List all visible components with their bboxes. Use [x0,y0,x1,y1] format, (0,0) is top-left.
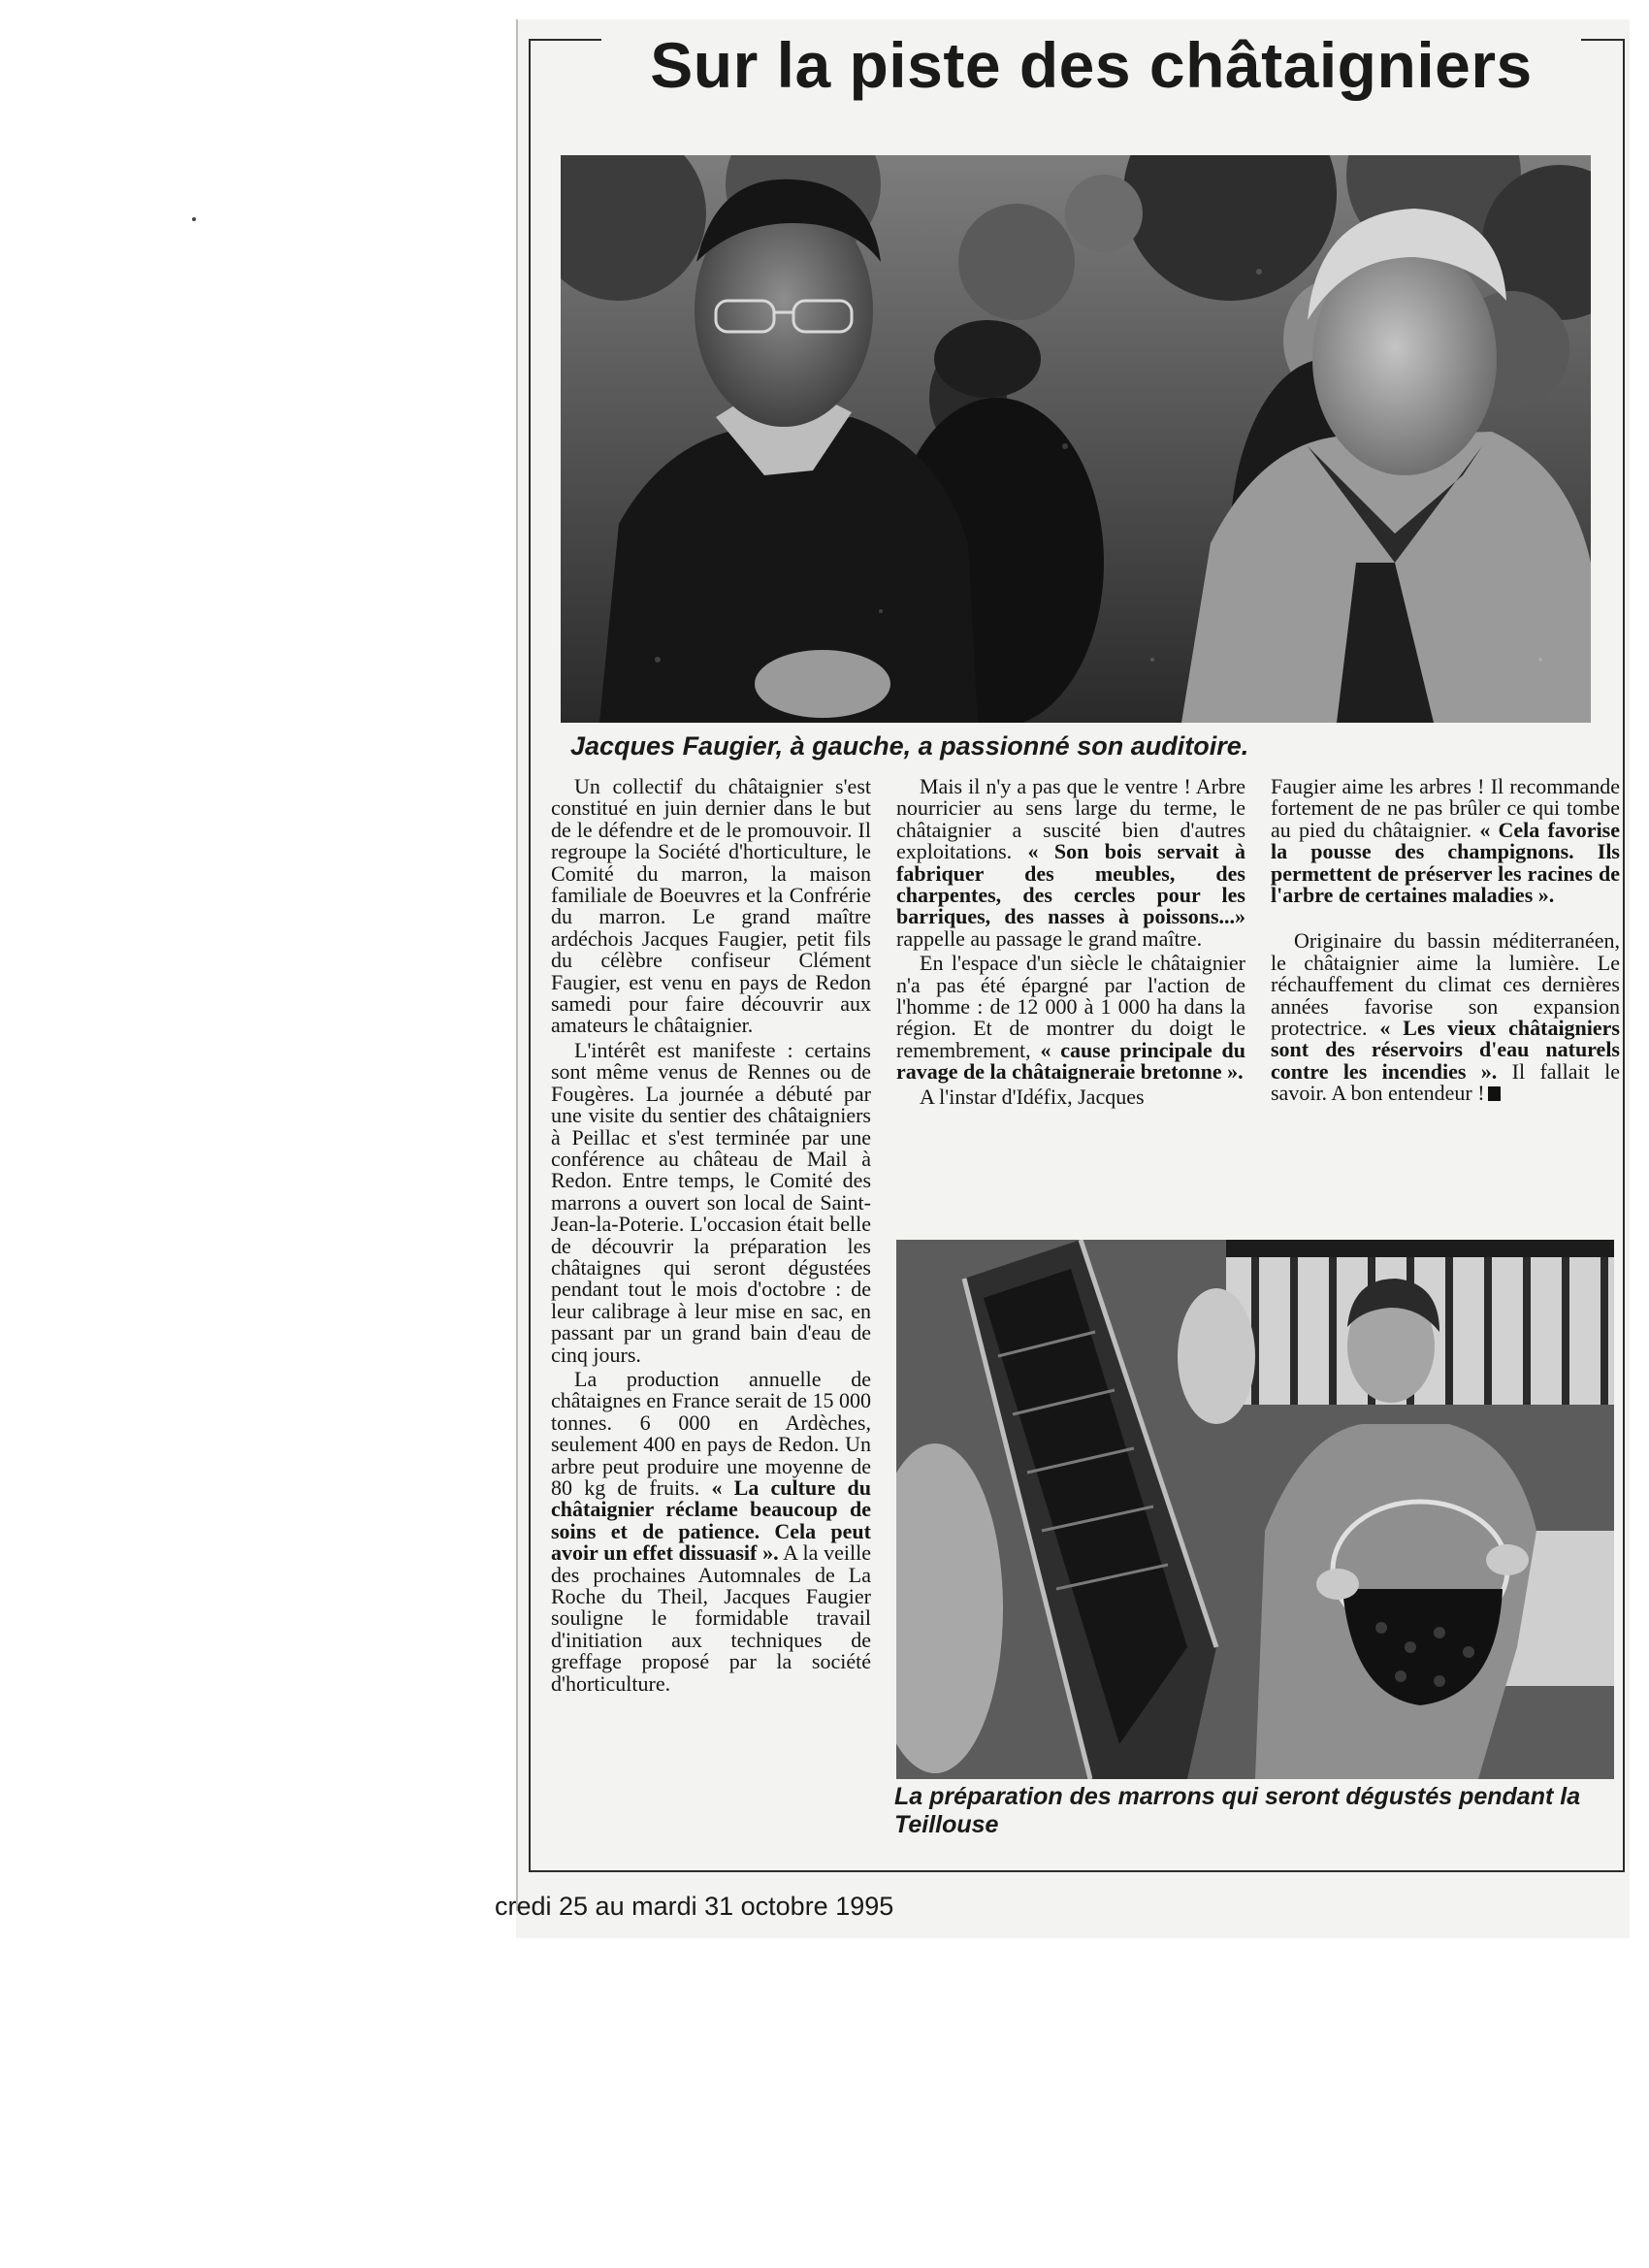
paragraph [1271,776,1620,906]
quote: « cause principale du ravage de la châtaigneraie bretonne ». [896,1037,1245,1085]
paragraph [896,953,1245,1083]
paragraph: L'intérêt est manifeste : certains sont même venus de Rennes ou de Fougères. La journée a débuté par une visite du sentier des châtaigniers à Peillac et s'est terminée par une conférence au château de Mail à Redon. Entre temps, le Comité des marrons a ouvert son local de Saint-Jean-la-Poterie. L'occasion était belle de découvrir la préparation les châtaignes qui seront dégustées pendant tout le mois d'octobre : de leur calibrage à leur mise en sac, en passant par un grand bain d'eau de cinq jours. [551,1037,871,1367]
paragraph-text: rappelle au passage le grand maître. [896,925,1203,951]
paragraph-text: En l'espace d'un siècle le châtaignier n'a pas été épargné par l'action de l'homme : de 12 000 à 1 000 ha dans la région. Et de montrer du doigt le remembrement, [896,951,1245,1062]
second-photo-caption: La préparation des marrons qui seront dégustés pendant la Teillouse [894,1783,1581,1838]
paragraph-text: Mais il n'y a pas que le ventre ! Arbre nourricier au sens large du terme, le châtaignier a suscité bien d'autres exploitations. [896,774,1245,864]
photo-sorting-machine-icon [896,1240,1614,1779]
article-headline: Sur la piste des châtaigniers [601,21,1581,109]
photo-people-icon [561,155,1591,723]
paragraph-text: Faugier aime les arbres ! Il recommande fortement de ne pas brûler ce qui tombe au pied du châtaignier. [1271,774,1620,842]
paragraph-text: Il fallait le savoir. A bon entendeur ! [1271,1058,1620,1106]
paragraph-text: La production annuelle de châtaignes en France serait de 15 000 tonnes. 6 000 en Ardèches, seulement 400 en pays de Redon. Un arbre peut produire une moyenne de 80 kg de fruits. [551,1366,871,1500]
quote: « Son bois servait à fabriquer des meubles, des charpentes, des cercles pour les barriques, des nasses à poissons...» [896,839,1245,929]
paragraph [1271,930,1620,1104]
clipping-cut-edge [516,19,518,1911]
quote: « La culture du châtaignier réclame beaucoup de soins et de patience. Cela peut avoir un effet dissuasif ». [551,1475,872,1566]
main-photo [561,155,1591,723]
paragraph [551,1366,872,1696]
second-photo [896,1240,1614,1779]
paragraph-text: A la veille des prochaines Automnales de La Roche du Theil, Jacques Faugier souligne le formidable travail d'initiation aux techniques de greffage proposé par la société d'horticulture. [551,1540,871,1696]
paragraph: A l'instar d'Idéfix, Jacques [920,1084,1145,1109]
article-column-3 [1271,776,1620,1105]
end-of-article-mark [1488,1086,1501,1101]
paragraph: Un collectif du châtaignier s'est constitué en juin dernier dans le but de le défendre et de le promouvoir. Il regroupe la Société d'horticulture, le Comité du marron, la maison familiale de Boeuvres et la Confrérie du marron. Le grand maître ardéchois Jacques Faugier, petit fils du célèbre confiseur Clément Faugier, est venu en pays de Redon samedi pour faire découvrir aux amateurs le châtaignier. [551,774,871,1038]
main-photo-caption: Jacques Faugier, à gauche, a passionné son auditoire. [570,731,1249,761]
scan-speck [192,217,196,221]
publication-date: credi 25 au mardi 31 octobre 1995 [495,1892,894,1921]
quote: « Cela favorise la pousse des champignons. Ils permettent de préserver les racines de l'arbre de certaines maladies ». [1271,817,1621,908]
article-column-1 [551,776,871,1695]
paragraph [896,776,1245,950]
paragraph-text: Originaire du bassin méditerranéen, le châtaignier aime la lumière. Le réchauffement du climat ces dernières années favorise son expansion protectrice. [1271,928,1620,1041]
article-column-2 [896,776,1245,1108]
quote: « Les vieux châtaigniers sont des réservoirs d'eau naturels contre les incendies ». [1271,1016,1620,1084]
